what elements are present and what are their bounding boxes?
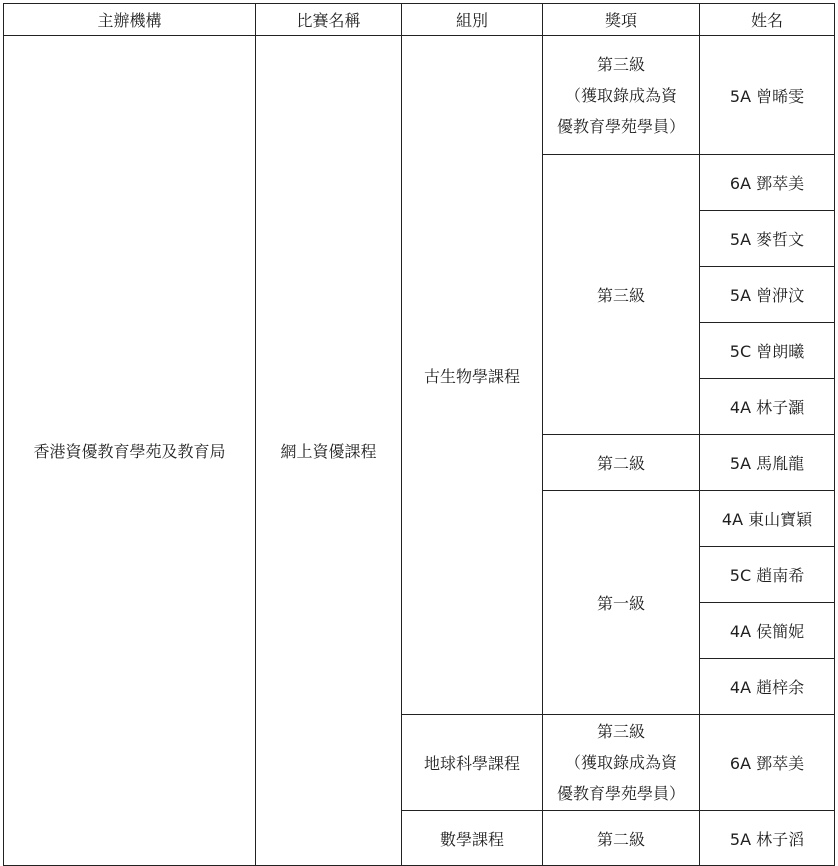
header-award: 獎項 <box>543 4 700 36</box>
award-cell-level1: 第一級 <box>543 491 700 715</box>
name-cell: 5A 麥哲文 <box>700 211 835 267</box>
name-cell: 4A 侯簡妮 <box>700 603 835 659</box>
competition-cell: 網上資優課程 <box>256 36 402 866</box>
name-cell: 4A 東山寶穎 <box>700 491 835 547</box>
award-cell-level2: 第二級 <box>543 811 700 866</box>
header-name: 姓名 <box>700 4 835 36</box>
group-cell-math: 數學課程 <box>402 811 543 866</box>
award-line: 優教育學苑學員） <box>556 784 685 803</box>
name-cell: 4A 趙梓余 <box>700 659 835 715</box>
award-line: （獲取錄成為資 <box>564 85 677 105</box>
award-cell-level2: 第二級 <box>543 435 700 491</box>
name-cell: 4A 林子灝 <box>700 379 835 435</box>
header-row <box>4 4 835 36</box>
name-cell: 6A 鄧萃美 <box>700 155 835 211</box>
name-cell: 6A 鄧萃美 <box>700 715 835 811</box>
name-cell: 5A 林子滔 <box>700 811 835 866</box>
award-line: 第三級 <box>596 722 645 741</box>
award-line: 優教育學苑學員） <box>556 116 685 136</box>
award-line: 第三級 <box>596 54 645 74</box>
name-cell: 5A 曾洢汶 <box>700 267 835 323</box>
header-organizer: 主辦機構 <box>4 4 256 36</box>
name-cell: 5A 曾晞雯 <box>700 36 835 155</box>
name-cell: 5C 趙南希 <box>700 547 835 603</box>
table-row <box>4 36 835 155</box>
name-cell: 5A 馬胤龍 <box>700 435 835 491</box>
group-cell-paleo: 古生物學課程 <box>402 36 543 715</box>
header-group: 組別 <box>402 4 543 36</box>
award-table <box>3 3 835 866</box>
award-line: （獲取錄成為資 <box>564 753 677 772</box>
award-cell-level3: 第三級 <box>543 155 700 435</box>
group-cell-earth: 地球科學課程 <box>402 715 543 811</box>
award-cell-level3-admitted <box>543 36 700 155</box>
header-competition: 比賽名稱 <box>256 4 402 36</box>
organizer-cell: 香港資優教育學苑及教育局 <box>4 36 256 866</box>
name-cell: 5C 曾朗曦 <box>700 323 835 379</box>
award-cell-level3-admitted <box>543 715 700 811</box>
